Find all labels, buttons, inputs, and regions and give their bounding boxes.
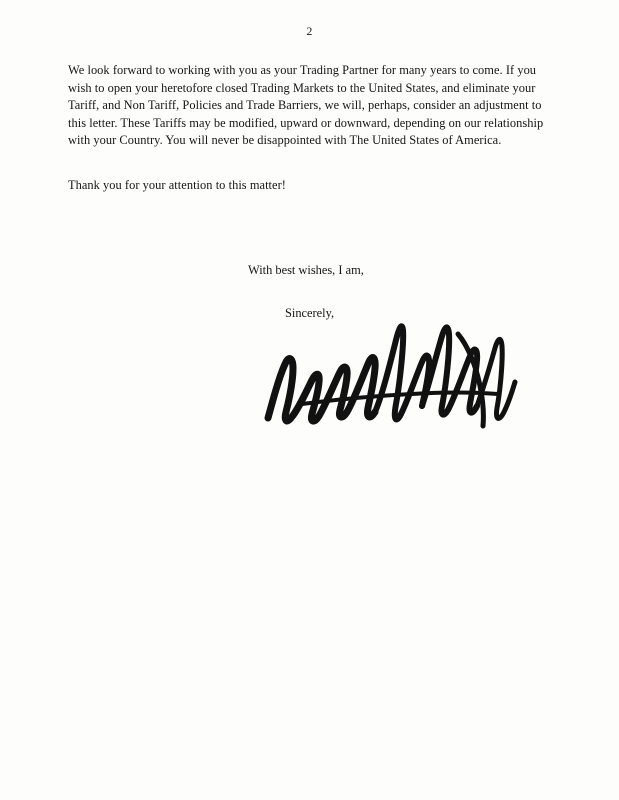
closing-best-wishes: With best wishes, I am, <box>248 263 364 277</box>
paragraph-spacer <box>68 150 551 177</box>
body-paragraph-1: We look forward to working with you as your Trading Partner for many years to come. If you wish to open your heretofore closed Trading Markets to the United States, and eliminate your Tariff, and Non Tariff, Policies and Trade Barriers, we will, perhaps, consider an adjustment to this letter. These Tariffs may be modified, upward or downward, depending on our relationship with your Country. You will never be disappointed with The United States of America. <box>68 63 544 148</box>
signature-image <box>262 300 522 450</box>
letter-body <box>68 62 551 195</box>
signature-mark-icon <box>262 300 522 450</box>
body-paragraph-2: Thank you for your attention to this matter! <box>68 177 286 192</box>
page-number: 2 <box>306 24 313 38</box>
closing-sincerely: Sincerely, <box>285 306 335 320</box>
